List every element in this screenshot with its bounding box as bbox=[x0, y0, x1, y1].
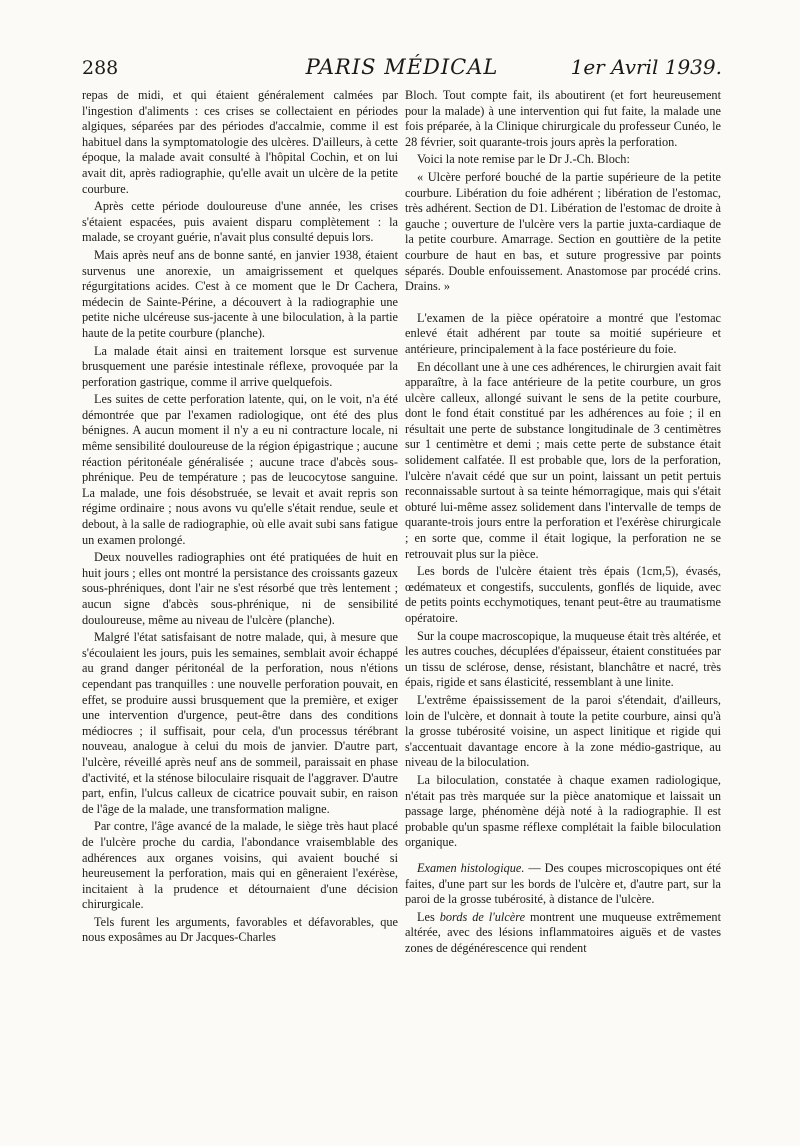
issue-date: 1er Avril 1939. bbox=[570, 55, 722, 79]
paragraph: Bloch. Tout compte fait, ils aboutirent (et fort heureusement pour la malade) à une intervention qui fut faite, la malade une fois préparée, à la Clinique chirurgicale du professeur Cunéo, le 28 février, soit quarante-trois jours après la perforation. bbox=[405, 88, 721, 149]
paragraph: Mais après neuf ans de bonne santé, en janvier 1938, étaient survenus une anorexie, un amaigrissement et quelques régurgitations acides. C'est à ce moment que le Dr Cachera, médecin de Sainte-Périne, a découvert à la radiographie une petite niche ulcéreuse sus-jacente à une biloculation, à la partie haute de la petite courbure (planche). bbox=[82, 247, 398, 340]
page-number: 288 bbox=[82, 57, 119, 79]
paragraph: repas de midi, et qui étaient généralement calmées par l'ingestion d'aliments : ces crises se collectaient en périodes algiques, séparées par des périodes d'accalmie, comme il est habituel dans la symptomatologie des ulcères. D'ailleurs, à cette époque, la malade avait consulté à l'hôpital Cochin, et on lui avait dit, après radiographie, qu'elle avait un ulcère de la petite courbure. bbox=[82, 88, 398, 196]
paragraph: Voici la note remise par le Dr J.-Ch. Bloch: bbox=[417, 152, 630, 167]
surgeon-note-quote: « Ulcère perforé bouché de la partie supérieure de la petite courbure. Libération du foie adhérent ; libération de l'estomac, très adhérent. Section de D1. Libération de l'estomac de droite à gauche ; ouverture de l'ulcère vers la partie juxta-cardiaque de la petite courbure. Amarrage. Section en gouttière de la petite courbure de haut en bas, et suture progressive par points séparés. Double enfouissement. Anastomose par procédé crins. Drains. » bbox=[405, 169, 721, 294]
edges-text: montrent une muqueuse extrêmement altérée, avec des lésions inflammatoires aiguës et de vastes zones de dégénérescence qui rendent bbox=[405, 909, 721, 955]
paragraph: L'examen de la pièce opératoire a montré que l'estomac enlevé était adhérent par toute sa moitié supérieure et antérieure, principalement à la face postérieure du foie. bbox=[405, 310, 721, 356]
paragraph: La malade était ainsi en traitement lorsque est survenue brusquement une parésie intestinale réflexe, provoquée par la perforation gastrique, comme il arrive quelquefois. bbox=[82, 343, 398, 389]
ulcer-edges-paragraph bbox=[405, 910, 721, 957]
paragraph: En décollant une à une ces adhérences, le chirurgien avait fait apparaître, à la face antérieure de la petite courbure, un gros ulcère calleux, allongé suivant le sens de la petite courbure, dont le fond était constitué par les adhérences au foie ; il en résultait une perte de substance longitudinale de 3 centimètres sur 1 centimètre et demi ; mais cette perte de substance était solidement calfatée. Il est probable que, lors de la perforation, l'ulcère n'avait cédé que sur un point, laissant un petit pertuis reconnaissable surtout à sa teinte hémorragique, mais qui s'était obturé lui-même assez solidement dans l'intervalle de temps de quarante-trois jours entre la perforation et l'exérèse chirurgicale ; en sorte que, comme il était logique, la perforation ne se retrouvait plus sur la pièce. bbox=[405, 359, 721, 561]
paragraph: La biloculation, constatée à chaque examen radiologique, n'était pas très marquée sur la pièce anatomique et laissait un passage large, phénomène déjà noté à la radiographie. Il est probable qu'un spasme réflexe complétait la faible biloculation organique. bbox=[405, 772, 721, 850]
edges-heading: bords de l'ulcère bbox=[439, 909, 526, 924]
paragraph: Par contre, l'âge avancé de la malade, le siège très haut placé de l'ulcère proche du cardia, l'abondance vraisemblable des adhérences aux organes voisins, qui avaient bouché si heureusement la perforation, mais qui en gêneraient l'exérèse, incitaient à la prudence et détournaient d'une décision chirurgicale. bbox=[82, 819, 398, 912]
histology-heading: Examen histologique. bbox=[417, 860, 525, 875]
paragraph: Tels furent les arguments, favorables et défavorables, que nous exposâmes au Dr Jacques-Charles bbox=[82, 914, 398, 945]
histology-text: — Des coupes microscopiques ont été faites, d'une part sur les bords de l'ulcère et, d'autre part, sur la paroi de la grosse tubérosité, à distance de l'ulcère. bbox=[405, 860, 721, 907]
paragraph: Deux nouvelles radiographies ont été pratiquées de huit en huit jours ; elles ont montré la persistance des croissants gazeux sous-phréniques, dont l'air ne s'est résorbé que très lentement ; aucun signe d'abcès sous-phrénique, ni de sensibilité douloureuse, même au niveau de l'ulcère (planche). bbox=[82, 550, 398, 627]
paragraph: Sur la coupe macroscopique, la muqueuse était très altérée, et les autres couches, décuplées d'épaisseur, étaient constituées par un tissu de sclérose, dense, résistant, blanchâtre et nacré, très épais, rigide et sans élasticité, ressemblant à une linite. bbox=[405, 628, 721, 690]
right-column bbox=[405, 88, 721, 958]
left-column bbox=[82, 88, 398, 948]
histology-paragraph bbox=[405, 861, 721, 908]
paragraph: Malgré l'état satisfaisant de notre malade, qui, à mesure que s'écoulaient les jours, puis les semaines, semblait avoir échappé au grand danger péritonéal de la perforation, nous n'étions cependant pas tranquilles : une nouvelle perforation pouvait, en effet, se produire aussi brusquement que la première, et exiger une intervention d'urgence, peut-être dans des conditions médiocres ; il suffisait, pour cela, d'un processus térébrant nouveau, analogue à celui du mois de janvier. D'autre part, l'ulcère, réveillé après neuf ans de sommeil, paraissait en phase d'activité, et la sténose biloculaire risquait de l'aggraver. D'autre part, enfin, l'ulcus calleux de cicatrice pouvait subir, en raison de l'âge de la malade, une transformation maligne. bbox=[82, 630, 398, 816]
paragraph: Les bords de l'ulcère étaient très épais (1cm,5), évasés, œdémateux et congestifs, succulents, gonflés de liquide, avec de petits points ecchymotiques, tenant peut-être au traumatisme opératoire. bbox=[405, 564, 721, 625]
paragraph: L'extrême épaississement de la paroi s'étendait, d'ailleurs, loin de l'ulcère, et donnait à toute la petite courbure, ainsi qu'à la grosse tubérosité voisine, un aspect linitique et rigide qui s'accentuait davantage encore à la zone médio-gastrique, au niveau de la biloculation. bbox=[405, 692, 721, 770]
paragraph: Les suites de cette perforation latente, qui, on le voit, n'a été démontrée que par l'examen radiologique, ont été des plus bénignes. A aucun moment il n'y a eu ni contracture locale, ni même sensibilité douloureuse de la région épigastrique ; aucune réaction péritonéale généralisée ; aucune trace d'abcès sous-phrénique. Peu de température ; pas de leucocytose sanguine. La malade, une fois désobstruée, se levait et avait repris son régime ordinaire ; nous avons vu qu'elle s'était rendue, seule et debout, à la salle de radiographie, où elle avait subi sans fatigue un examen prolongé. bbox=[82, 392, 398, 547]
page-header bbox=[82, 55, 722, 85]
journal-title: PARIS MÉDICAL bbox=[305, 55, 499, 79]
paragraph: Après cette période douloureuse d'une année, les crises s'étaient espacées, puis avaient disparu complètement : la malade, se croyant guérie, n'avait plus consulté depuis lors. bbox=[82, 199, 398, 245]
edges-lead: Les bbox=[417, 909, 440, 924]
